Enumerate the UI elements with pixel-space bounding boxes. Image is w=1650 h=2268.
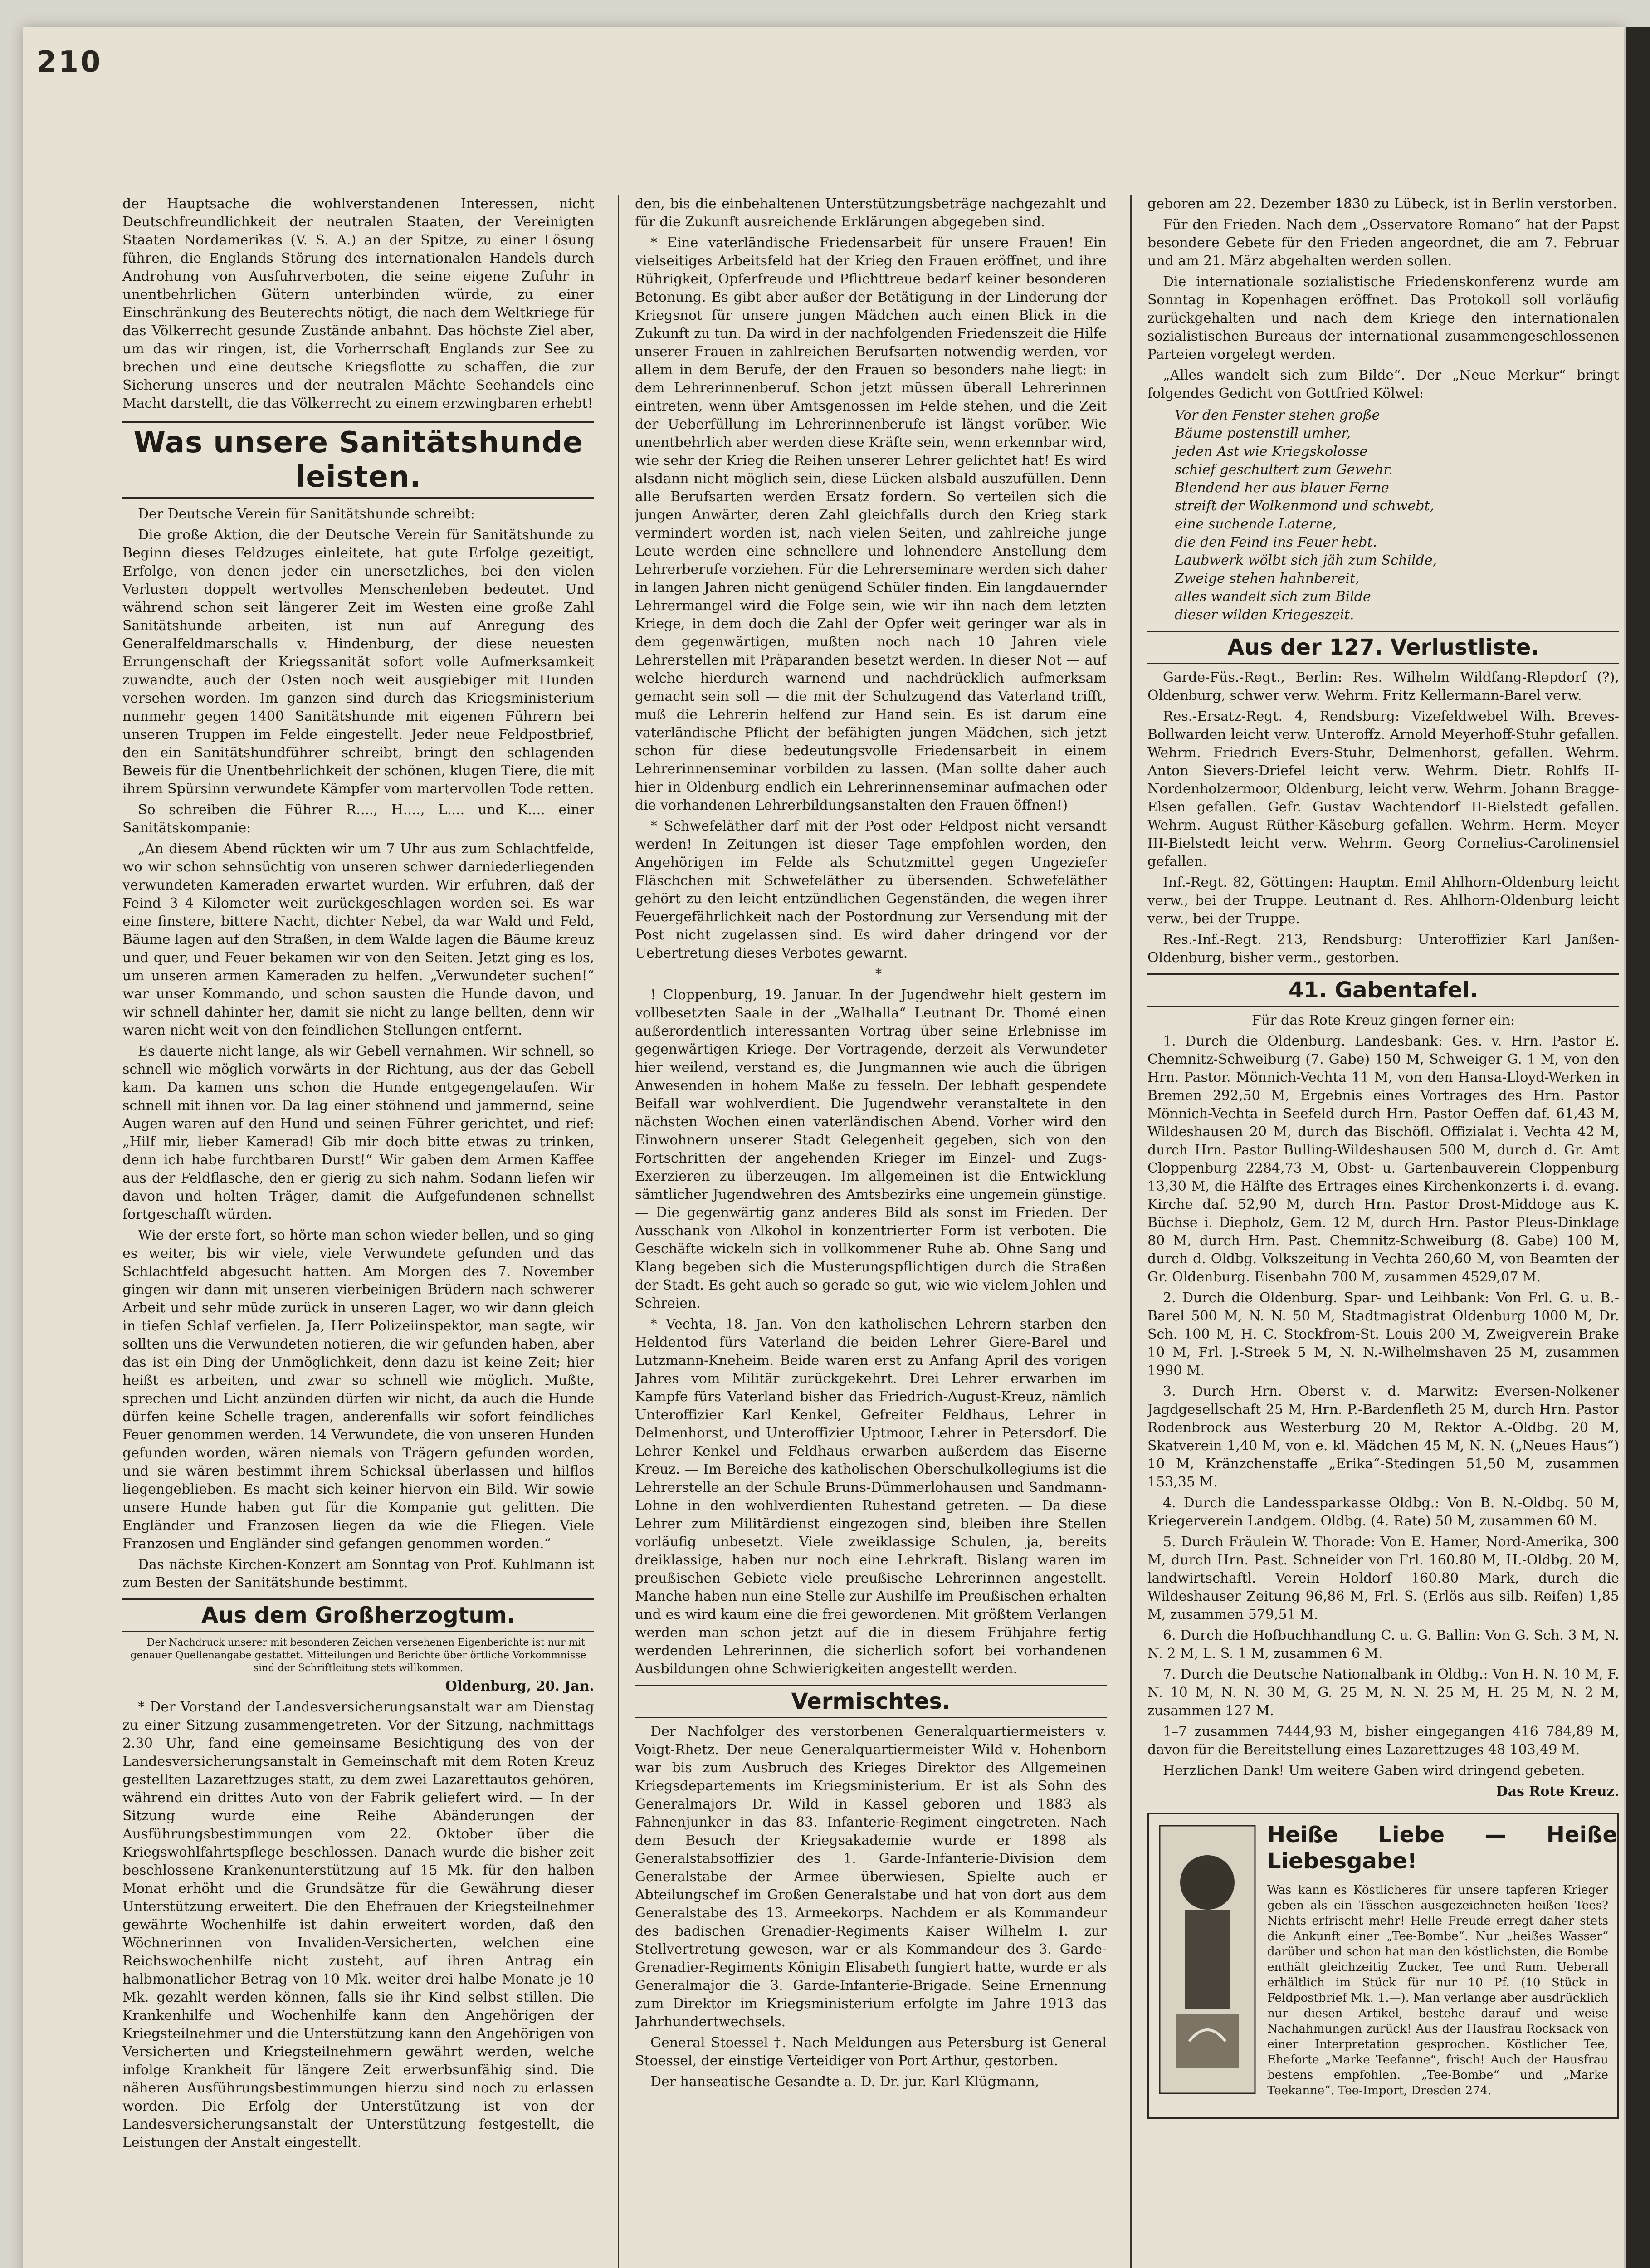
article-paragraph: * Schwefeläther darf mit der Post oder Feldpost nicht versandt werden! In Zeitungen ist dieser Tage empfohlen worden, den Angehörigen im Felde als Schutzmittel gegen Ungeziefer Fläschchen mit Schwefeläther zu übersenden. Schwefeläther gehört zu den leicht entzündlichen Gegenständen, die wegen ihrer Feuergefährlichkeit nach der Postordnung zur Versendung mit der Post nicht zugelassen sind. Es wird daher dringend vor der Uebertretung dieses Verbotes gewarnt. <box>635 818 1107 961</box>
dateline: Oldenburg, 20. Jan. <box>445 1678 594 1694</box>
page-number: 210 <box>36 45 103 79</box>
section-title-verlustliste: Aus der 127. Verlustliste. <box>1147 631 1619 664</box>
section-note: Der Nachdruck unserer mit besonderen Zeichen versehenen Eigenberichte ist nur mit genauer Quellenangabe gestattet. Mitteilungen und Berichte über örtliche Vorkommnisse sind der Schriftleitung stets willkommen. <box>130 1637 586 1674</box>
poem-line: Laubwerk wölbt sich jäh zum Schilde, <box>1175 552 1437 568</box>
article-paragraph: Res.-Inf.-Regt. 213, Rendsburg: Unteroffizier Karl Janßen-Oldenburg, bisher verm., gestorben. <box>1147 932 1619 966</box>
article-paragraph: 6. Durch die Hofbuchhandlung C. u. G. Ballin: Von G. Sch. 3 M, N. N. 2 M, L. S. 1 M, zusammen 6 M. <box>1147 1628 1619 1662</box>
article-paragraph: Wie der erste fort, so hörte man schon wieder bellen, und so ging es weiter, bis wir viele, viele Verwundete gefunden und das Schlachtfeld abgesucht hatten. Am Morgen des 7. November gingen wir dann mit unseren vierbeinigen Brüdern nach schwerer Arbeit und sehr müde zurück in unseren Lager, wo wir dann gleich in tiefen Schlaf verfielen. Ja, Herr Polizeiinspektor, man sagte, wir sollten uns die Verwundeten notieren, die wir gefunden haben, aber das ist ein Ding der Unmöglichkeit, denn dazu ist keine Zeit; hier heißt es arbeiten, und zwar so schnell wie möglich. Mußte, sprechen und Licht anzünden dürfen wir nicht, da auch die Hunde dürfen keine Schelle tragen, anderenfalls wir sofort feindliches Feuer genommen werden. 14 Verwundete, die von unseren Hunden gefunden worden, wären niemals von Trägern gefunden worden, und sie wären bestimmt ihrem Schicksal überlassen und hilflos liegengeblieben. Es macht sich keiner hiervon ein Bild. Wir sowie unsere Hunde haben gut für die Kompanie gut gelitten. Die Engländer und Franzosen liegen da wie die Fliegen. Viele Franzosen und Engländer sind gefangen genommen worden.“ <box>122 1227 594 1552</box>
article-paragraph: 1–7 zusammen 7444,93 M, bisher eingegangen 416 784,89 M, davon für die Bereitstellung eines Lazarettzuges 48 103,49 M. <box>1147 1724 1619 1758</box>
article-paragraph: 7. Durch die Deutsche Nationalbank in Oldbg.: Von H. N. 10 M, F. N. 10 M, N. N. 30 M, G. 25 M, N. N. 25 M, H. 25 M, N. 2 M, zusammen 127 M. <box>1147 1667 1619 1719</box>
article-paragraph: So schreiben die Führer R...., H...., L.... und K.... einer Sanitätskompanie: <box>122 802 594 836</box>
poem-line: schief geschultert zum Gewehr. <box>1175 462 1393 478</box>
article-paragraph: Es dauerte nicht lange, als wir Gebell vernahmen. Wir schnell, so schnell wie möglich vorwärts in der Richtung, aus der das Gebell kam. Da kamen uns schon die Hunde entgegengelaufen. Wir schnell mit ihnen vor. Da lag einer stöhnend und jammernd, seine Augen waren auf den Hund und seinen Führer gerichtet, und rief: „Hilf mir, lieber Kamerad! Gib mir doch bitte etwas zu trinken, denn ich habe furchtbaren Durst!“ Wir gaben dem Armen Kaffee aus der Feldflasche, den er gierig zu sich nahm. Sodann liefen wir davon und holten Träger, damit die Aufgefundenen schnellst fortgeschafft würden. <box>122 1043 594 1222</box>
separator-star: * <box>875 966 882 982</box>
poem-line: jeden Ast wie Kriegskolosse <box>1175 444 1368 459</box>
article-paragraph: * Vechta, 18. Jan. Von den katholischen Lehrern starben den Heldentod fürs Vaterland die beiden Lehrer Giere-Barel und Lutzmann-Kneheim. Beide waren erst zu Anfang April des vorigen Jahres vom Militär zurückgekehrt. Drei Lehrer erwarben im Kampfe fürs Vaterland bisher das Friedrich-August-Kreuz, nämlich Unteroffizier Karl Kenkel, Gefreiter Feldhaus, Lehrer in Delmenhorst, und Unteroffizier Uptmoor, Lehrer in Petersdorf. Die Lehrer Kenkel und Feldhaus erwarben außerdem das Eiserne Kreuz. — Im Bereiche des katholischen Oberschulkollegiums ist die Lehrerstelle an der Schule Bruns-Dümmerlohausen und Sandmann-Lohne in den wohlverdienten Ruhestand getreten. — Da diese Lehrer zum Militärdienst eingezogen sind, bleiben ihre Stellen vorläufig unbesetzt. Viele zweiklassige Schulen, ja, bereits dreiklassige, haben nur noch eine Lehrkraft. Bislang waren im preußischen Gebiete viele preußische Lehrerinnen angestellt. Manche haben nun eine Stelle zur Aushilfe im Preußischen erhalten und es wird kaum eine die frei gewordenen. Mit größtem Verlangen werden man schon jetzt auf die in diesem Frühjahre fertig werdenden Lehrerinnen, die sicherlich sofort bei vorhandenen Ausbildungen ohne Schwierigkeiten angestellt werden. <box>635 1316 1107 1677</box>
section-title-vermischtes: Vermischtes. <box>635 1685 1107 1718</box>
article-paragraph: Der Deutsche Verein für Sanitätshunde schreibt: <box>138 506 475 522</box>
article-paragraph: Garde-Füs.-Regt., Berlin: Res. Wilhelm Wildfang-Rlepdorf (?), Oldenburg, schwer verw. Wehrm. Fritz Kellermann-Barel verw. <box>1147 670 1619 704</box>
article-paragraph: Res.-Ersatz-Regt. 4, Rendsburg: Vizefeldwebel Wilh. Breves-Bollwarden leicht verw. Unteroffz. Arnold Meyerhoff-Stuhr gefallen. Wehrm. Friedrich Evers-Stuhr, Delmenhorst, gefallen. Wehrm. Anton Sievers-Driefel leicht verw. Wehrm. Dietr. Rohlfs II-Nordenholzermoor, Oldenburg, leicht verw. Wehrm. Johann Bragge-Elsen gefallen. Gefr. Gustav Wachtendorf II-Bielstedt gefallen. Wehrm. August Rüther-Käseburg gefallen. Wehrm. Herm. Meyer III-Bielstedt leicht verw. Wehrm. Georg Cornelius-Carolinensiel gefallen. <box>1147 709 1619 870</box>
column-1 <box>122 195 594 2268</box>
poem-line: Bäume postenstill umher, <box>1175 425 1351 441</box>
article-paragraph: 1. Durch die Oldenburg. Landesbank: Ges. v. Hrn. Pastor E. Chemnitz-Schweiburg (7. Gabe) 150 M, Schweiger G. 1 M, von den Hrn. Pastor. Mönnich-Vechta 11 M, von den Hansa-Lloyd-Werken in Bremen 292,50 M, Ergebnis eines Vortrages des Hrn. Pastor Mönnich-Vechta in Seefeld durch Hrn. Pastor Oeffen daf. 61,43 M, Wildeshausen 20 M, durch das Bischöfl. Offizialat i. Vechta 42 M, durch Hrn. Pastor Bulling-Wildeshausen 500 M, durch d. Gr. Amt Cloppenburg 2284,73 M, Obst- u. Gartenbauverein Cloppenburg 13,30 M, die Hälfte des Ertrages eines Kirchenkonzerts i. d. evang. Kirche daf. 52,90 M, durch Hrn. Pastor Drost-Middoge aus K. Büchse i. Diepholz, Gem. 12 M, durch Hrn. Pastor Pleus-Dinklage 80 M, durch Hrn. Past. Chemnitz-Schweiburg (8. Gabe) 100 M, durch d. Oldbg. Volkszeitung in Vechta 260,60 M, von Beamten der Gr. Oldenburg. Eisenbahn 700 M, zusammen 4529,07 M. <box>1147 1033 1619 1285</box>
article-paragraph: 4. Durch die Landessparkasse Oldbg.: Von B. N.-Oldbg. 50 M, Kriegerverein Landgem. Oldbg. (4. Rate) 50 M, zusammen 60 M. <box>1147 1495 1619 1529</box>
headline-sanitaetshunde: Was unsere Sanitätshunde leisten. <box>122 421 594 499</box>
ad-title: Heiße Liebe — Heiße Liebesgabe! <box>1267 1822 1617 1874</box>
article-paragraph: „An diesem Abend rückten wir um 7 Uhr aus zum Schlachtfelde, wo wir schon sehnsüchtig von unseren schwer darniederliegenden verwundeten Kameraden erwartet wurden. Wir erfuhren, daß der Feind 3–4 Kilometer weit zurückgeschlagen worden sei. Es war eine finstere, bittere Nacht, dichter Nebel, da war Wald und Feld, Bäume lagen auf den Straßen, in dem Walde lagen die Bäume kreuz und quer, und Feuer bekamen wir von den Seiten. Jetzt ging es los, um unseren armen Kameraden zu helfen. „Verwundeter suchen!“ war unser Kommando, und schon sausten die Hunde davon, und wir schnell dahinter her, damit sie nicht zu lange bellten, denn wir waren nicht weit von den feindlichen Stellungen entfernt. <box>122 841 594 1038</box>
article-paragraph: ! Cloppenburg, 19. Januar. In der Jugendwehr hielt gestern im vollbesetzten Saale in der „Walhalla“ Leutnant Dr. Thomé einen außerordentlich interessanten Vortrag über seine Erlebnisse im gegenwärtigen Kriege. Der Vortragende, derzeit als Verwundeter hier weilend, verstand es, die Jungmannen wie auch die übrigen Anwesenden in hohem Maße zu fesseln. Der lebhaft gespendete Beifall war wohlverdient. Die Jugendwehr veranstaltete in den nächsten Wochen einen vaterländischen Abend. Vorher wird den Einwohnern unserer Stadt Gelegenheit gegeben, sich von den Fortschritten der angehenden Krieger im Einzel- und Zugs-Exerzieren zu überzeugen. Im allgemeinen ist die Entwicklung sämtlicher Jugendwehren des Amtsbezirks eine ungemein günstige. — Die gegenwärtig ganz anderes Bild als sonst im Frieden. Der Ausschank von Alkohol in konzentrierter Form ist verboten. Die Geschäfte wickeln sich in vollkommener Ruhe ab. Ohne Sang und Klang begeben sich die Musterungspflichtigen durch die Straßen der Stadt. Es geht auch so gerade so gut, wie wie vielem Johlen und Schreien. <box>635 987 1107 1311</box>
soldier-illustration-icon <box>1157 1823 1257 2096</box>
poem-line: die den Feind ins Feuer hebt. <box>1175 534 1377 550</box>
advertisement-box <box>1147 1813 1619 2119</box>
newspaper-page <box>23 27 1624 2268</box>
article-paragraph: General Stoessel †. Nach Meldungen aus Petersburg ist General Stoessel, der einstige Verteidiger von Port Arthur, gestorben. <box>635 2035 1107 2069</box>
poem-line: Vor den Fenster stehen große <box>1175 407 1380 423</box>
poem <box>1175 406 1619 624</box>
poem-line: eine suchende Laterne, <box>1175 516 1337 532</box>
article-paragraph: Die internationale sozialistische Friedenskonferenz wurde am Sonntag in Kopenhagen eröffnet. Das Protokoll soll vorläufig zurückgehalten und nach dem Kriege den internationalen sozialistischen Bureaus der international zusammengeschlossenen Parteien vorgelegt werden. <box>1147 274 1619 362</box>
article-paragraph: Für den Frieden. Nach dem „Osservatore Romano“ hat der Papst besondere Gebete für den Frieden angeordnet, die am 7. Februar und am 21. März abgehalten werden sollen. <box>1147 217 1619 269</box>
ad-text: Was kann es Köstlicheres für unsere tapferen Krieger geben als ein Tässchen ausgezeichneten heißen Tees? Nichts erfrischt mehr! Helle Freude erregt daher stets die Ankunft einer „Tee-Bombe“. Nur „heißes Wasser“ darüber und schon hat man den köstlichsten, die Bombe enthält gleichzeitig Zucker, Tee und Rum. Ueberall erhältlich im Stück für nur 10 Pf. (10 Stück in Feldpostbrief Mk. 1.—). Man verlange aber ausdrücklich nur diesen Artikel, bestehe darauf und weise Nachahmungen zurück! Aus der Hausfrau Rocksack von einer Interpretation gesprochen. Köstlicher Tee, Eheforte „Marke Teefanne“, frisch! Auch der Hausfrau bestens empfohlen. „Tee-Bombe“ und „Marke Teekanne“. Tee-Import, Dresden 274. <box>1267 1883 1608 2097</box>
poem-line: streift der Wolkenmond und schwebt, <box>1175 498 1435 514</box>
article-intro: der Hauptsache die wohlverstandenen Interessen, nicht Deutschfreundlichkeit der neutralen Staaten, der Vereinigten Staaten Nordamerikas (V. S. A.) an der Spitze, zu einer Lösung führen, die Englands Störung des internationalen Handels durch Androhung von Ausfuhrverboten, die seine eigene Zufuhr in unentbehrlichen Gütern unterbinden würde, zu einer Einschränkung des Beuterechts nötigt, die nach dem Weltkriege für das Völkerrecht gesunde Zustände anbahnt. Das höchste Ziel aber, um das wir ringen, ist, die Vorherrschaft Englands zur See zu brechen und eine deutsche Kriegsflotte zu schaffen, die zur Sicherung unseres und der neutralen Mächte Seehandels eine Macht darstellt, die das Völkerrecht zu einem erzwingbaren erhebt! <box>122 196 594 411</box>
poem-line: Zweige stehen hahnbereit, <box>1175 571 1360 587</box>
article-paragraph: Der Nachfolger des verstorbenen Generalquartiermeisters v. Voigt-Rhetz. Der neue Generalquartiermeister Wild v. Hohenborn war bis zum Ausbruch des Krieges Direktor des Allgemeinen Kriegsdepartements im Kriegsministerium. Er ist als Sohn des Generalmajors Dr. Wild in Kassel geboren und 1883 als Fahnenjunker in das 83. Infanterie-Regiment eingetreten. Nach dem Besuch der Kriegsakademie wurde er 1898 als Generalstabsoffizier des 1. Garde-Infanterie-Division dem Generalstabe der Armee überwiesen, Spielte auch er Abteilungschef im Großen Generalstabe und hat von dort aus dem Generalstabe des 13. Armeekorps. Nachdem er als Kommandeur des badischen Grenadier-Regiments Kaiser Wilhelm I. zur Stellvertretung gewesen, war er als Kommandeur des 3. Garde-Grenadier-Regiments Königin Elisabeth fungiert hatte, wurde er als Generalmajor die 3. Garde-Infanterie-Brigade. Seine Ernennung zum Direktor im Kriegsministerium erfolgte im Jahre 1913 das Jahrhundertwechsels. <box>635 1724 1107 2030</box>
column-2 <box>635 195 1107 2268</box>
article-paragraph: Für das Rote Kreuz gingen ferner ein: <box>1251 1012 1515 1028</box>
poem-line: Blendend her aus blauer Ferne <box>1175 480 1389 496</box>
article-paragraph: * Eine vaterländische Friedensarbeit für unsere Frauen! Ein vielseitiges Arbeitsfeld hat der Krieg den Frauen eröffnet, und ihre Rührigkeit, Opferfreude und Pflichttreue bedarf keiner besonderen Betonung. Es gibt aber außer der Betätigung in der Linderung der Kriegsnot für unsere jungen Mädchen auch einen Blick in die Zukunft zu tun. Da wird in der nachfolgenden Friedenszeit die Hilfe unserer Frauen in zahlreichen Berufsarten notwendig werden, vor allem in dem Berufe, der den Frauen so besonders nahe liegt: in dem Lehrerinnenberuf. Schon jetzt müssen überall Lehrerinnen eintreten, wenn über Amtsgenossen im Felde stehen, und die Zeit der Ueberfüllung im Lehrerinnenberufe ist längst vorüber. Wie unentbehrlich aber werden diese Kräfte sein, wenn erkennbar wird, wie sehr der Krieg die Reihen unserer Lehrer gelichtet hat! Es wird alsdann nicht möglich sein, diese Lücken alsbald auszufüllen. Denn alle Berufsarten werden Ersatz fordern. So verteilen sich die jungen Anwärter, deren Zahl gleichfalls durch den Krieg stark vermindert worden ist, nach vielen Seiten, und zahlreiche junge Leute werden eine schnellere und lohnendere Anstellung dem Lehrerberufe vorziehen. Für die Lehrerseminare werden sich daher in langen Jahren nicht genügend Schüler finden. Ein langdauernder Lehrermangel wird die Folge sein, wie wir ihn nach dem letzten Kriege, in dem doch die Zahl der Opfer weit geringer war als in dem gegenwärtigen, mußten noch nach 10 Jahren viele Lehrerstellen mit Präparanden besetzt werden. In dieser Not — auf welche hierdurch warnend und nachdrücklich aufmerksam gemacht sein soll — die mit der Schulzugend das Vaterland trifft, muß die Lehrerin helfend zur Hand sein. Es ist darum eine vaterländische Pflicht der befähigten jungen Mädchen, sich jetzt schon für diese bedeutungsvolle Friedensarbeit in einem Lehrerinnenseminar vorbilden zu lassen. (Man sollte daher auch hier in Oldenburg endlich ein Lehrerinnenseminar aufmachen oder die vorhandenen Lehrerbildungsanstalten den Frauen öffnen!) <box>635 235 1107 813</box>
article-paragraph: Herzlichen Dank! Um weitere Gaben wird dringend gebeten. <box>1163 1763 1585 1779</box>
column-divider <box>618 195 619 2268</box>
section-title-gabentafel: 41. Gabentafel. <box>1147 973 1619 1007</box>
adjacent-page-edge <box>1626 27 1650 2268</box>
section-title-grossherzogtum: Aus dem Großherzogtum. <box>122 1598 594 1632</box>
article-paragraph: Das nächste Kirchen-Konzert am Sonntag von Prof. Kuhlmann ist zum Besten der Sanitätshunde bestimmt. <box>122 1557 594 1591</box>
article-paragraph: Die große Aktion, die der Deutsche Verein für Sanitätshunde zu Beginn dieses Feldzuges einleitete, hat gute Erfolge gezeitigt, Erfolge, von denen jeder ein unersetzliches, bei den vielen Verlusten doppelt wertvolles Menschenleben bedeutet. Und während schon seit längerer Zeit im Westen eine große Zahl Sanitätshunde arbeiten, ist nun auf Anregung des Generalfeldmarschalls v. Hindenburg, der diese neuesten Errungenschaft der Kriegssanität sofort volle Aufmerksamkeit zuwandte, auch der Osten noch weit ausgiebiger mit Hunden versehen worden. Im ganzen sind durch das Kriegsministerium nunmehr gegen 1400 Sanitätshunde mit eigenen Führern bei unseren Truppen im Felde eingestellt. Jeder neue Feldpostbrief, den ein Sanitätshundführer schreibt, bringt den schlagenden Beweis für die Unentbehrlichkeit der schönen, klugen Tiere, die mit ihrem Spürsinn verwundete Kämpfer vom martervollen Tode retten. <box>122 527 594 797</box>
article-paragraph: „Alles wandelt sich zum Bilde“. Der „Neue Merkur“ bringt folgendes Gedicht von Gottfried Kölwel: <box>1147 367 1619 401</box>
article-paragraph: * Der Vorstand der Landesversicherungsanstalt war am Dienstag zu einer Sitzung zusammengetreten. Vor der Sitzung, nachmittags 2.30 Uhr, fand eine gemeinsame Besichtigung des von der Landesversicherungsanstalt in Gemeinschaft mit dem Roten Kreuz gestellten Lazarettzuges statt, zu dem zwei Lazarettautos gehören, während ein drittes Auto von der Fabrik geliefert wird. — In der Sitzung wurde eine Reihe Abänderungen der Ausführungsbestimmungen vom 22. Oktober über die Kriegswohlfahrtspflege beschlossen. Danach wurde die bisher zeit beschlossene Krankenunterstützung auf 15 Mk. für den halben Monat erhöht und die Grundsätze für die Gewährung dieser Unterstützung erweitert. Die den Ehefrauen der Kriegsteilnehmer gewährte Wochenhilfe ist dahin erweitert worden, daß den Wöchnerinnen von Invaliden-Versicherten, welchen eine Reichswochenhilfe nicht zusteht, auf ihren Antrag ein halbmonatlicher Betrag von 10 Mk. weiter drei halbe Monate je 10 Mk. gezahlt werden können, falls sie ihr Kind selbst stillen. Die Krankenhilfe und Wochenhilfe kann den Angehörigen der Kriegsteilnehmer und die Unterstützung kann den Angehörigen von Versicherten und Kriegsteilnehmern gewährt werden, welche infolge Krankheit für längere Zeit erwerbsunfähig sind. Die näheren Ausführungsbestimmungen hierzu sind noch zu erlassen worden. Die Erfolg der Unterstützung ist von der Landesversicherungsanstalt der Unterstützung festgestellt, die Leistungen der Anstalt eingestellt. <box>122 1699 594 2151</box>
article-paragraph: Der hanseatische Gesandte a. D. Dr. jur. Karl Klügmann, <box>650 2074 1040 2090</box>
column-divider <box>1130 195 1132 2268</box>
article-paragraph: 5. Durch Fräulein W. Thorade: Von E. Hamer, Nord-Amerika, 300 M, durch Hrn. Past. Schneider von Frl. 160.80 M, H.-Oldbg. 20 M, landwirtschaftl. Verein Holdorf 160.80 Mark, durch die Wildeshauser Zeitung 96,86 M, Frl. S. (Erlös aus silb. Reifen) 1,85 M, zusammen 579,51 M. <box>1147 1534 1619 1623</box>
article-paragraph: 3. Durch Hrn. Oberst v. d. Marwitz: Eversen-Nolkener Jagdgesellschaft 25 M, Hrn. P.-Bardenfleth 25 M, durch Hrn. Pastor Rodenbrock aus Westerburg 20 M, Rektor A.-Oldbg. 20 M, Skatverein 1,40 M, von e. kl. Mädchen 45 M, N. N. („Neues Haus“) 10 M, Kränzchenstaffe „Erika“-Stedingen 51,50 M, zusammen 153,35 M. <box>1147 1383 1619 1490</box>
poem-line: dieser wilden Kriegeszeit. <box>1175 607 1354 623</box>
article-paragraph: den, bis die einbehaltenen Unterstützungsbeträge nachgezahlt und für die Zukunft ausreichende Erklärungen abgegeben sind. <box>635 196 1107 230</box>
poem-line: alles wandelt sich zum Bilde <box>1175 589 1371 605</box>
article-paragraph: Inf.-Regt. 82, Göttingen: Hauptm. Emil Ahlhorn-Oldenburg leicht verw., bei der Truppe. Leutnant d. Res. Ahlhorn-Oldenburg leicht verw., bei der Truppe. <box>1147 875 1619 927</box>
signature: Das Rote Kreuz. <box>1496 1784 1619 1799</box>
column-3 <box>1147 195 1619 2268</box>
article-paragraph: geboren am 22. Dezember 1830 zu Lübeck, ist in Berlin verstorben. <box>1147 196 1617 212</box>
article-paragraph: 2. Durch die Oldenburg. Spar- und Leihbank: Von Frl. G. u. B.-Barel 500 M, N. N. 50 M, Stadtmagistrat Oldenburg 1000 M, Dr. Sch. 100 M, H. C. Stockfrom-St. Louis 200 M, Zweigverein Brake 10 M, Frl. J.-Streek 5 M, N. N.-Wilhelmshaven 25 M, zusammen 1990 M. <box>1147 1290 1619 1378</box>
